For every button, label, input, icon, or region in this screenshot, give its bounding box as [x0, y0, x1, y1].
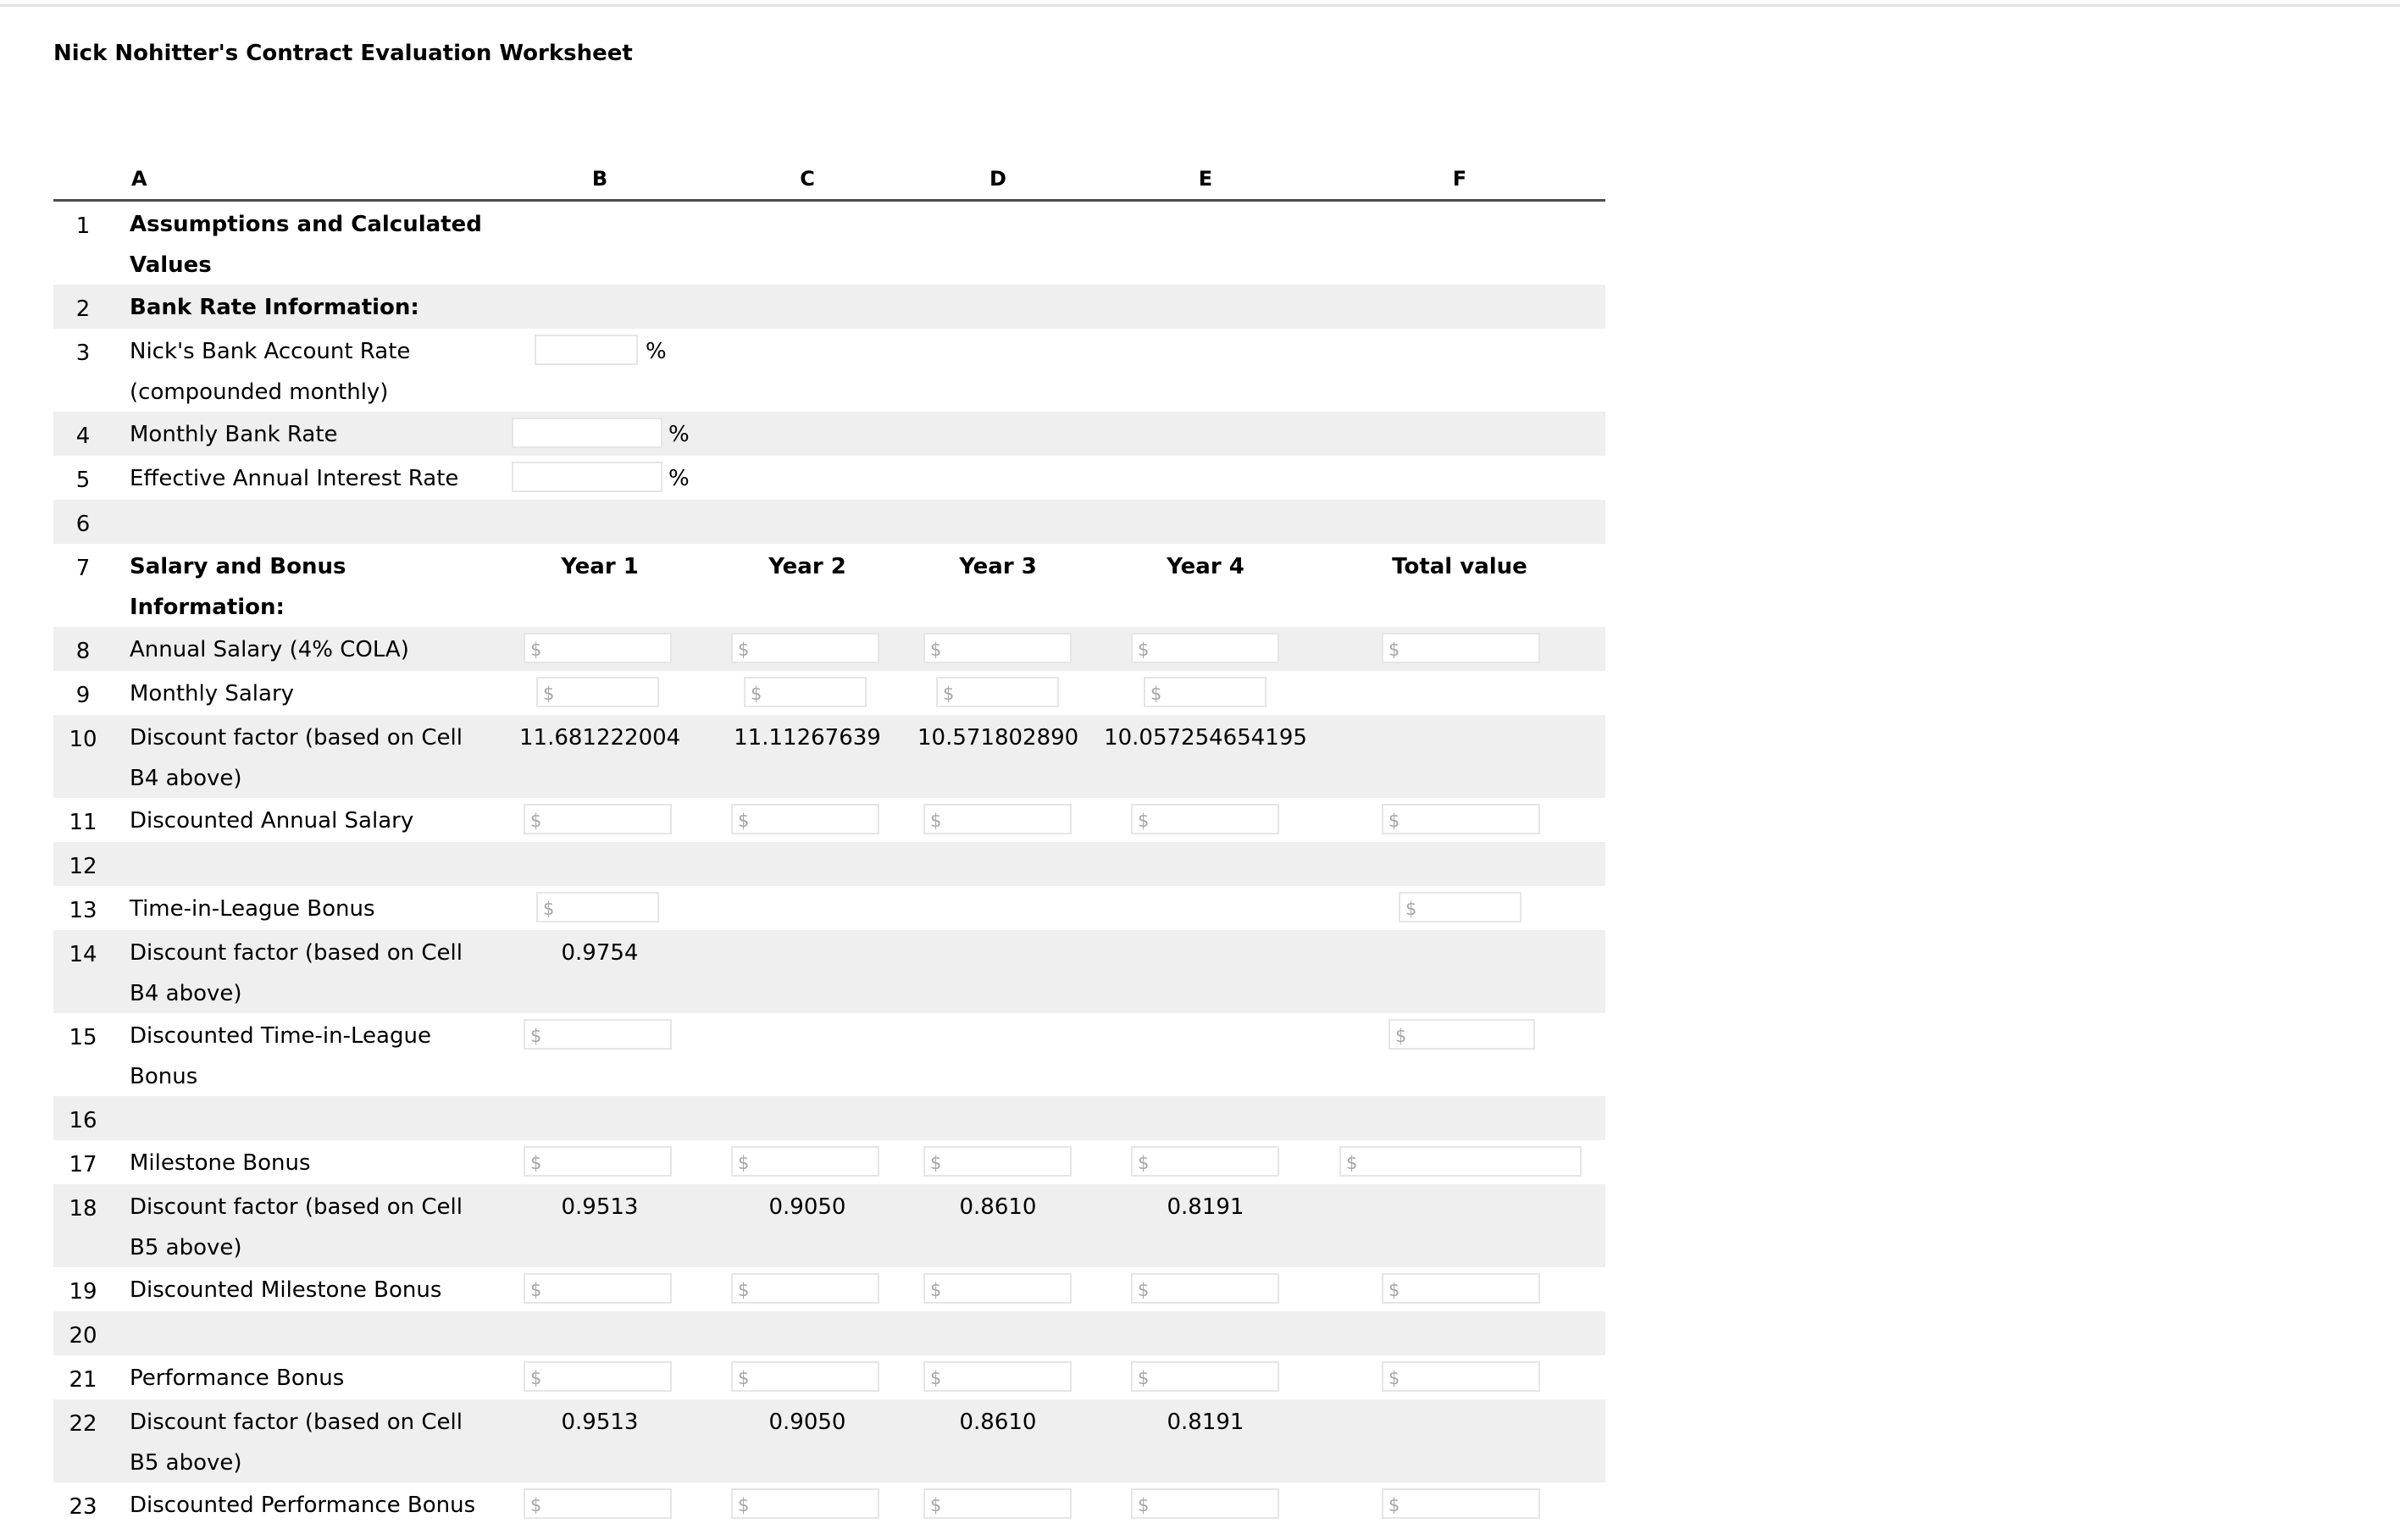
row-5	[53, 456, 1605, 500]
row-number: 17	[69, 1152, 97, 1177]
row-label: Monthly Bank Rate	[130, 422, 338, 447]
discount-factor-year-2: 0.9050	[768, 1410, 846, 1435]
column-header-e: E	[1198, 167, 1213, 191]
row-11	[53, 798, 1605, 842]
discounted-time-in-league-total-input[interactable]: $	[1388, 1019, 1535, 1050]
monthly-salary-year-4-input[interactable]: $	[1144, 677, 1267, 707]
discounted-performance-year-3-input[interactable]: $	[923, 1488, 1072, 1519]
percent-sign: %	[646, 339, 667, 364]
row-label: Discounted Time-in-League Bonus	[130, 1023, 431, 1089]
discounted-salary-year-1-input[interactable]: $	[524, 804, 672, 834]
discount-factor-year-2: 0.9050	[768, 1194, 846, 1220]
discount-factor-year-1: 0.9513	[561, 1410, 639, 1435]
row-label: Nick's Bank Account Rate (compounded monthly)	[130, 339, 411, 405]
discounted-performance-year-4-input[interactable]: $	[1131, 1488, 1279, 1519]
discounted-milestone-year-4-input[interactable]: $	[1131, 1273, 1279, 1304]
discounted-salary-year-2-input[interactable]: $	[731, 804, 879, 834]
row-number: 5	[75, 468, 91, 493]
bank-account-rate-input[interactable]	[535, 335, 638, 365]
row-label: Monthly Salary	[130, 681, 295, 706]
row-number: 9	[75, 683, 91, 708]
row-label: Discounted Milestone Bonus	[130, 1277, 442, 1303]
discount-factor-year-1: 11.681222004	[519, 725, 681, 751]
discount-factor-year-1: 0.9513	[561, 1194, 639, 1220]
discounted-milestone-total-input[interactable]: $	[1382, 1273, 1540, 1304]
row-number: 1	[75, 213, 91, 239]
discount-factor-year-1: 0.9754	[561, 940, 639, 966]
milestone-bonus-year-4-input[interactable]: $	[1131, 1146, 1279, 1177]
percent-sign: %	[668, 466, 690, 491]
row-number: 23	[69, 1494, 97, 1520]
row-label: Discounted Annual Salary	[130, 808, 414, 834]
row-number: 2	[75, 296, 91, 322]
column-header-c: C	[800, 167, 815, 191]
year-1-header: Year 1	[561, 554, 639, 579]
row-17	[53, 1140, 1605, 1184]
discounted-performance-year-2-input[interactable]: $	[731, 1488, 879, 1519]
performance-bonus-year-1-input[interactable]: $	[524, 1361, 672, 1392]
row-number: 15	[69, 1025, 97, 1050]
column-header-f: F	[1452, 167, 1467, 191]
annual-salary-total-input[interactable]: $	[1382, 633, 1540, 663]
row-9	[53, 671, 1605, 715]
row-13	[53, 886, 1605, 930]
row-label: Assumptions and Calculated Values	[130, 212, 482, 278]
column-header-d: D	[989, 167, 1006, 191]
annual-salary-year-4-input[interactable]: $	[1131, 633, 1279, 663]
row-2	[53, 285, 1605, 329]
performance-bonus-year-4-input[interactable]: $	[1131, 1361, 1279, 1392]
row-number: 20	[69, 1323, 97, 1349]
column-header-a: A	[131, 167, 147, 191]
row-number: 21	[69, 1367, 97, 1393]
row-20	[53, 1311, 1605, 1355]
row-23	[53, 1482, 1605, 1526]
worksheet-table	[53, 157, 1605, 1526]
discount-factor-year-4: 0.8191	[1167, 1410, 1244, 1435]
row-number: 10	[69, 727, 97, 752]
year-3-header: Year 3	[959, 554, 1037, 579]
annual-salary-year-3-input[interactable]: $	[923, 633, 1072, 663]
milestone-bonus-total-input[interactable]: $	[1339, 1146, 1582, 1177]
discounted-salary-total-input[interactable]: $	[1382, 804, 1540, 834]
discount-factor-year-3: 10.571802890	[917, 725, 1079, 751]
row-16	[53, 1096, 1605, 1140]
row-label: Annual Salary (4% COLA)	[130, 637, 409, 662]
row-22	[53, 1399, 1605, 1482]
row-4	[53, 412, 1605, 456]
discounted-milestone-year-3-input[interactable]: $	[923, 1273, 1072, 1304]
monthly-salary-year-1-input[interactable]: $	[536, 677, 659, 707]
column-header-row	[53, 157, 1605, 202]
row-number: 14	[69, 942, 97, 967]
row-number: 6	[75, 512, 91, 537]
milestone-bonus-year-3-input[interactable]: $	[923, 1146, 1072, 1177]
performance-bonus-total-input[interactable]: $	[1382, 1361, 1540, 1392]
row-number: 11	[69, 810, 97, 835]
monthly-bank-rate-input[interactable]	[512, 418, 662, 448]
row-number: 8	[75, 639, 91, 664]
discounted-salary-year-4-input[interactable]: $	[1131, 804, 1279, 834]
row-number: 18	[69, 1196, 97, 1221]
percent-sign: %	[668, 422, 690, 447]
year-4-header: Year 4	[1167, 554, 1244, 579]
row-label: Discounted Performance Bonus	[130, 1493, 476, 1518]
row-label: Discount factor (based on Cell B4 above)	[130, 940, 463, 1006]
monthly-salary-year-3-input[interactable]: $	[936, 677, 1059, 707]
row-label: Milestone Bonus	[130, 1150, 311, 1176]
discounted-performance-year-1-input[interactable]: $	[524, 1488, 672, 1519]
effective-annual-rate-input[interactable]	[512, 462, 662, 492]
row-number: 4	[75, 424, 91, 449]
row-6	[53, 500, 1605, 544]
milestone-bonus-year-1-input[interactable]: $	[524, 1146, 672, 1177]
row-label: Time-in-League Bonus	[130, 896, 375, 922]
discount-factor-year-4: 10.057254654195	[1104, 725, 1307, 751]
discount-factor-year-3: 0.8610	[959, 1194, 1037, 1220]
row-7	[53, 544, 1605, 627]
row-label: Discount factor (based on Cell B5 above)	[130, 1410, 463, 1476]
column-header-b: B	[591, 167, 608, 191]
row-number: 16	[69, 1108, 97, 1133]
time-in-league-bonus-total-input[interactable]: $	[1399, 892, 1521, 922]
time-in-league-bonus-input[interactable]: $	[536, 892, 659, 922]
year-2-header: Year 2	[768, 554, 846, 579]
row-21	[53, 1355, 1605, 1399]
row-number: 12	[69, 854, 97, 879]
row-number: 3	[75, 341, 91, 366]
discounted-milestone-year-1-input[interactable]: $	[524, 1273, 672, 1304]
performance-bonus-year-2-input[interactable]: $	[731, 1361, 879, 1392]
monthly-salary-year-2-input[interactable]: $	[744, 677, 867, 707]
top-divider	[0, 4, 2400, 7]
performance-bonus-year-3-input[interactable]: $	[923, 1361, 1072, 1392]
row-18	[53, 1184, 1605, 1267]
row-number: 22	[69, 1411, 97, 1437]
discounted-time-in-league-input[interactable]: $	[524, 1019, 672, 1050]
milestone-bonus-year-2-input[interactable]: $	[731, 1146, 879, 1177]
row-label: Salary and Bonus Information:	[130, 554, 346, 620]
page-title: Nick Nohitter's Contract Evaluation Worksheet	[53, 41, 633, 66]
row-12	[53, 842, 1605, 886]
discount-factor-year-2: 11.11267639	[734, 725, 881, 751]
row-8	[53, 627, 1605, 671]
row-19	[53, 1267, 1605, 1311]
discount-factor-year-4: 0.8191	[1167, 1194, 1244, 1220]
annual-salary-year-2-input[interactable]: $	[731, 633, 879, 663]
row-label: Bank Rate Information:	[130, 295, 419, 320]
discounted-performance-total-input[interactable]: $	[1382, 1488, 1540, 1519]
row-3	[53, 329, 1605, 412]
row-label: Performance Bonus	[130, 1366, 345, 1391]
row-10	[53, 715, 1605, 798]
discounted-salary-year-3-input[interactable]: $	[923, 804, 1072, 834]
annual-salary-year-1-input[interactable]: $	[524, 633, 672, 663]
discount-factor-year-3: 0.8610	[959, 1410, 1037, 1435]
row-1	[53, 202, 1605, 285]
row-14	[53, 930, 1605, 1013]
row-number: 13	[69, 898, 97, 923]
row-label: Effective Annual Interest Rate	[130, 466, 459, 491]
row-label: Discount factor (based on Cell B5 above)	[130, 1194, 463, 1260]
total-value-header: Total value	[1392, 554, 1527, 579]
discounted-milestone-year-2-input[interactable]: $	[731, 1273, 879, 1304]
row-label: Discount factor (based on Cell B4 above)	[130, 725, 463, 791]
row-number: 19	[69, 1279, 97, 1305]
row-15	[53, 1013, 1605, 1096]
row-number: 7	[75, 556, 91, 581]
